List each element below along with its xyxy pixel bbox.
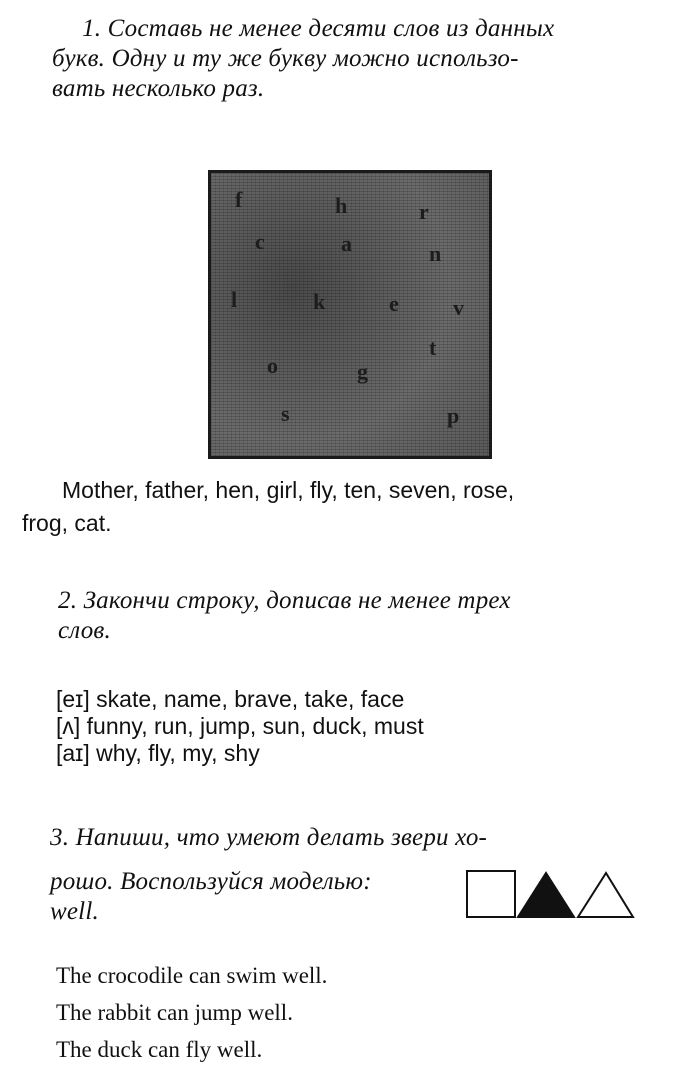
grid-letter: l (231, 287, 238, 312)
grid-letter: o (267, 353, 278, 378)
answer-3-line-1: The crocodile can swim well. (56, 963, 328, 988)
sound-row-a (56, 713, 424, 740)
grid-letter: a (341, 231, 352, 256)
answer-3-list (56, 957, 327, 1068)
phonetic-symbol: [eɪ] (56, 686, 90, 712)
sentence-model-diagram (464, 868, 636, 922)
grid-letter: c (255, 229, 265, 254)
task-1-text (52, 44, 679, 104)
answer-3-line-2: The rabbit can jump well. (56, 1000, 293, 1025)
letter-grid-image (208, 170, 492, 459)
task-3-line-1: 3. Напиши, что умеют делать звери хо- (50, 824, 488, 851)
grid-letter: s (281, 401, 290, 426)
task-1-heading (82, 14, 679, 44)
grid-letter: n (429, 241, 442, 266)
grid-letter: p (447, 403, 460, 428)
task-2-line-2: слов. (58, 617, 111, 644)
task-1-line-3: вать несколько раз. (52, 75, 265, 102)
sound-row-ei (56, 686, 424, 713)
task-3-line-2: рошо. Воспользуйся моделью: (50, 868, 372, 895)
task-3-line-3: well. (50, 898, 99, 925)
grid-letter: v (453, 295, 464, 320)
sound-row-ai (56, 740, 424, 767)
phonetic-symbol: [ʌ] (56, 713, 81, 739)
task-2-text (58, 586, 679, 646)
sound-words: skate, name, brave, take, face (96, 686, 405, 712)
grid-letter: h (335, 193, 348, 218)
sound-words: why, fly, my, shy (96, 740, 260, 766)
answer-3-line-3: The duck can fly well. (56, 1037, 263, 1062)
grid-letter: e (389, 291, 399, 316)
grid-letter: f (235, 187, 243, 212)
task-2-line-1: 2. Закончи строку, дописав не менее трех (58, 587, 511, 614)
phonetic-symbol: [aɪ] (56, 740, 90, 766)
answer-1-line-1: Mother, father, hen, girl, fly, ten, seven, rose, (62, 477, 515, 503)
grid-letter: g (357, 359, 368, 384)
answer-1-line-2: frog, cat. (22, 510, 112, 536)
filled-triangle-icon (518, 873, 574, 917)
answer-2-list (56, 686, 424, 767)
outline-triangle-icon (578, 873, 633, 917)
square-icon (467, 871, 515, 917)
grid-letter: k (313, 289, 326, 314)
task-1-line-2: букв. Одну и ту же букву можно использо- (52, 45, 519, 72)
task-1-line-1: 1. Составь не менее десяти слов из данных (82, 15, 555, 42)
sound-words: funny, run, jump, sun, duck, must (86, 713, 424, 739)
grid-letter: t (429, 335, 437, 360)
grid-letter: r (419, 199, 429, 224)
